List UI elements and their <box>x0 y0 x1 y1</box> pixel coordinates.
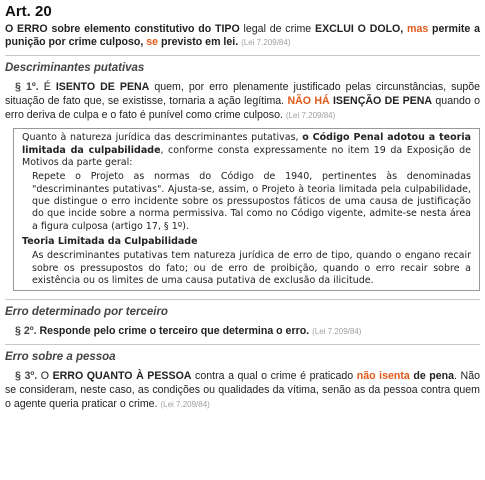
section3-text-1: O <box>37 370 53 383</box>
doctrine-note-box <box>13 128 480 291</box>
section2-law-reference: (Lei 7.209/84) <box>312 327 362 337</box>
caput-text-4: previsto em lei. <box>158 36 239 49</box>
section1-heading: Descriminantes putativas <box>5 55 480 76</box>
note-heading-2: Teoria Limitada da Culpabilidade <box>22 236 198 248</box>
caput-text-1: sobre elemento constitutivo do <box>47 22 215 35</box>
caput-comma-1: , <box>400 22 408 35</box>
caput-erro: ERRO <box>17 22 48 35</box>
caput-law-reference: (Lei 7.209/84) <box>241 38 291 48</box>
section3-nao-isenta: não isenta <box>356 370 410 383</box>
caput-mas: mas <box>407 22 429 35</box>
article-caput <box>5 23 480 51</box>
section3-label: § 3º. <box>15 370 38 383</box>
caput-exclui-dolo: EXCLUI O DOLO <box>315 22 401 35</box>
section3-text-3: . Não se consideram, neste caso, as condições ou qualidades da vítima, senão as da pessoa contra quem o agente queria praticar o crime. <box>5 370 480 410</box>
note-quote: Repete o Projeto as normas do Código de 1940, pertinentes às denominadas "descriminantes putativas". Ajusta-se, assim, o Projeto à teoria limitada pela culpabilidade, que distingue o erro incidente sobre os pressupostos fáticos de uma causa de justificação do que incide sobre a norma permissiva. Tal como no Código vigente, admite-se nesta área a figura culposa (artigo 17, § 1º). <box>32 171 471 232</box>
caput-tipo: TIPO <box>215 22 240 35</box>
section1-paragraph <box>5 81 480 122</box>
caput-text-2: legal de crime <box>239 22 315 35</box>
section3-de-pena: de pena <box>413 370 455 383</box>
section3-law-reference: (Lei 7.209/84) <box>160 399 210 409</box>
note-intro-bold: o Código Penal adotou a teoria limitada da culpabilidade <box>22 132 472 156</box>
note-body-2: As descriminantes putativas tem natureza jurídica de erro de tipo, quando o engano recair sobre os pressupostos do fato; ou de erro de proibição, quando o erro recair sobre a existência ou os limites de uma causa putativa de exclusão da ilicitude. <box>32 250 471 287</box>
note-intro-text-1: Quanto à natureza jurídica das descriminantes putativas, <box>22 132 303 144</box>
section1-text-2: quem, por erro plenamente justificado pelas circunstâncias, supõe situação de fato que, se existisse, tornaria a ação legítima. <box>5 80 481 107</box>
section1-text-1: É <box>38 80 56 93</box>
caput-comma-2: , <box>140 36 147 49</box>
section1-label: § 1º. <box>15 80 39 93</box>
section3-paragraph <box>5 370 480 411</box>
section3-erro-pessoa: ERRO QUANTO À PESSOA <box>52 370 192 383</box>
section3-heading: Erro sobre a pessoa <box>5 344 480 365</box>
caput-o: O <box>5 22 18 35</box>
section1-nao-ha: NÃO HÁ <box>287 94 330 107</box>
section1-text-3: quando o erro deriva de culpa e o fato é punível como crime culposo. <box>5 94 480 121</box>
note-intro-text-2: , conforme consta expressamente no item 19 da Exposição de Motivos da parte geral: <box>22 144 471 168</box>
section2-heading: Erro determinado por terceiro <box>5 299 480 320</box>
section1-law-reference: (Lei 7.209/84) <box>285 110 336 120</box>
section2-text: Responde pelo crime o terceiro que determina o erro. <box>36 325 310 338</box>
section2-label: § 2º. <box>15 325 37 338</box>
article-title: Art. 20 <box>5 3 52 20</box>
caput-text-3: permite a punição por crime culposo <box>5 22 481 49</box>
section1-isento: ISENTO DE PENA <box>55 80 150 93</box>
note-intro <box>22 132 471 169</box>
caput-se: se <box>146 36 159 49</box>
section2-paragraph <box>5 325 480 339</box>
section3-text-2: contra a qual o crime é praticado <box>191 370 357 383</box>
section1-isencao: ISENÇÃO DE PENA <box>332 94 433 107</box>
